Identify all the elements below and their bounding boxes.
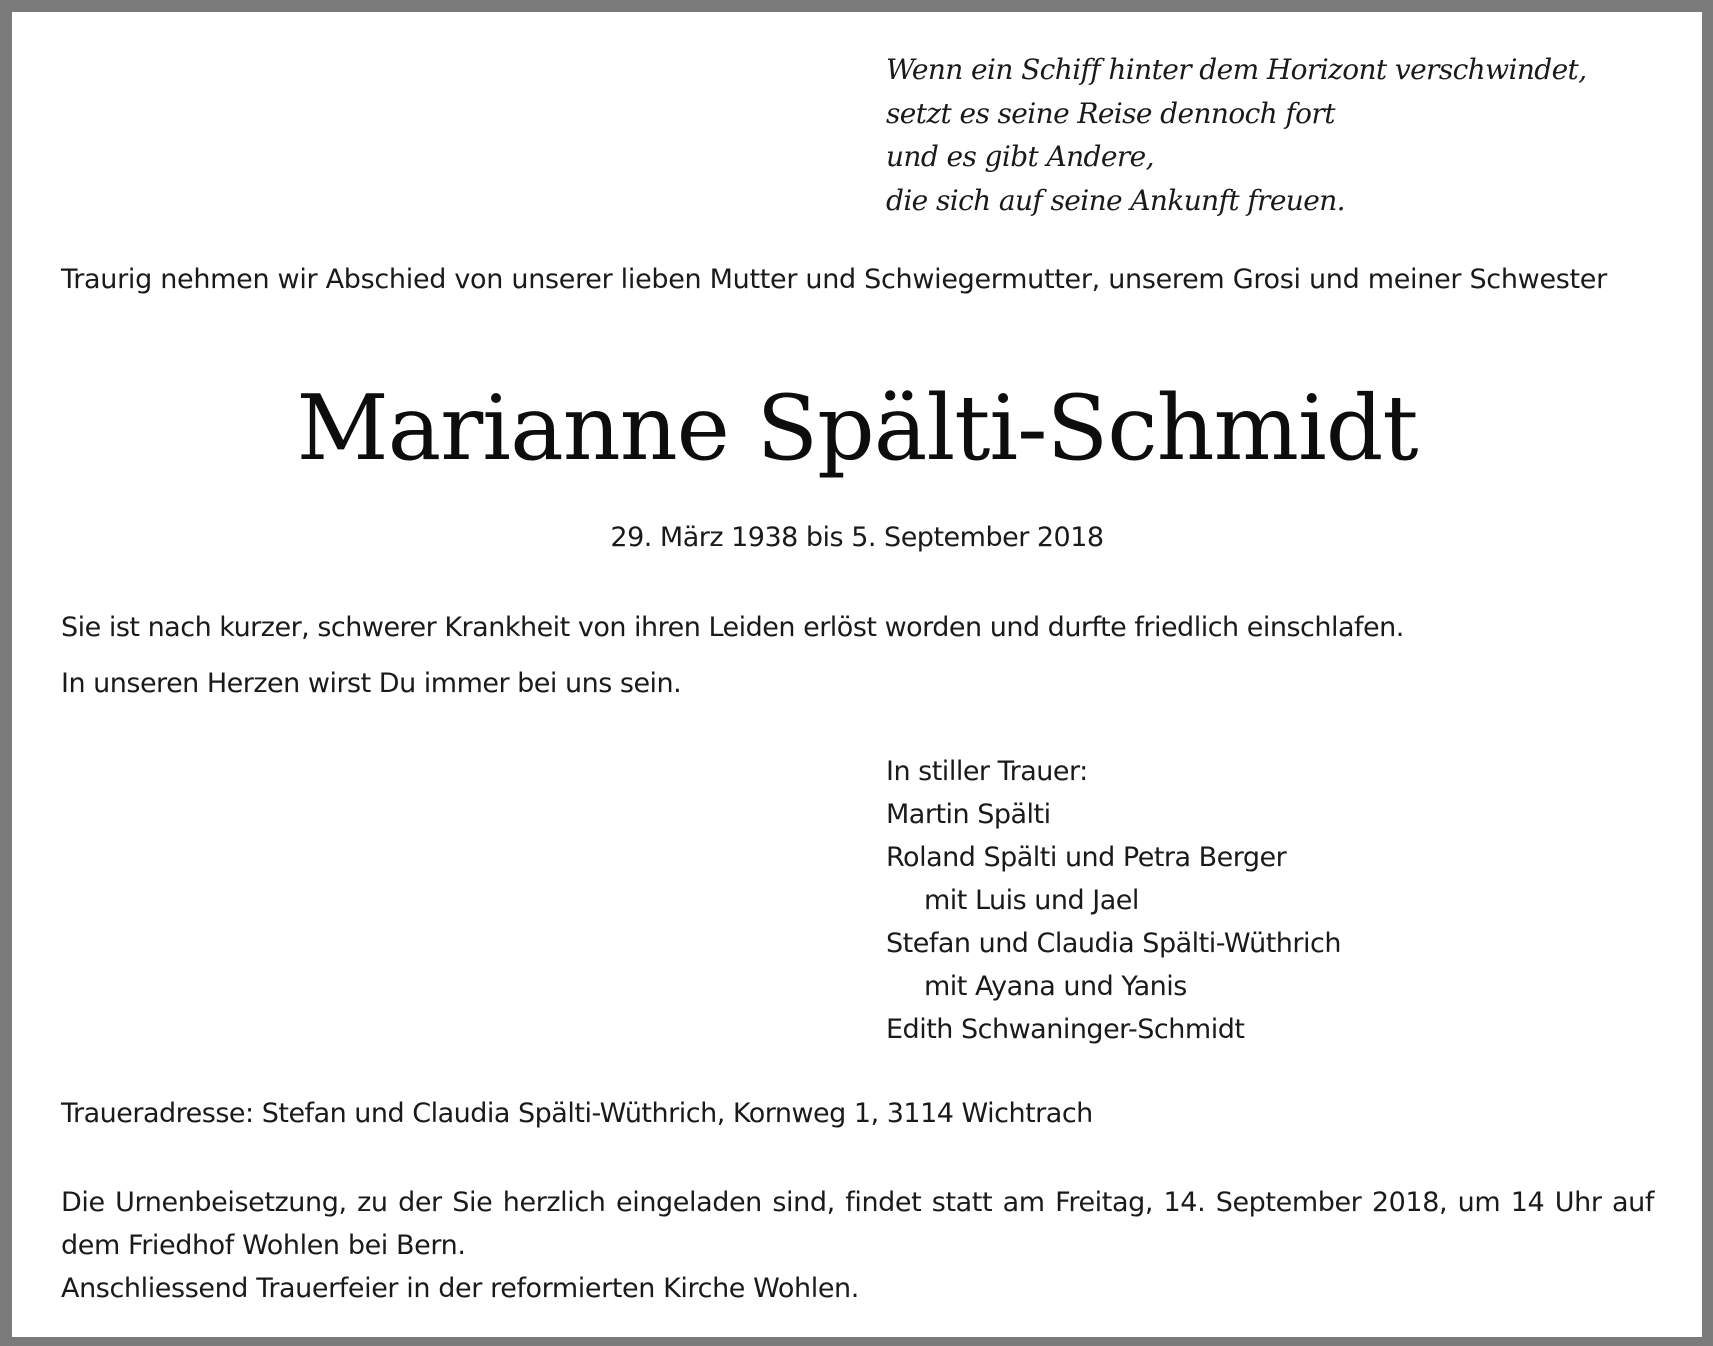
body-paragraph: Sie ist nach kurzer, schwerer Krankheit von ihren Leiden erlöst worden und durfte friedlich einschlafen. <box>61 612 1404 643</box>
mourners-heading: In stiller Trauer: <box>886 756 1088 787</box>
mourner-entry: mit Ayana und Yanis <box>924 971 1187 1002</box>
poem-line: die sich auf seine Ankunft freuen. <box>886 183 1345 217</box>
poem-quote <box>886 48 1646 222</box>
service-details <box>61 1181 1654 1310</box>
poem-line: setzt es seine Reise dennoch fort <box>886 96 1335 130</box>
poem-line: und es gibt Andere, <box>886 140 1154 173</box>
service-paragraph: Anschliessend Trauerfeier in der reformierten Kirche Wohlen. <box>61 1273 859 1304</box>
mourner-entry: Martin Spälti <box>886 799 1051 830</box>
service-paragraph: Die Urnenbeisetzung, zu der Sie herzlich eingeladen sind, findet statt am Freitag, 14. September 2018, um 14 Uhr auf dem Friedhof Wohlen bei Bern. <box>61 1187 1654 1261</box>
life-dates: 29. März 1938 bis 5. September 2018 <box>610 522 1104 553</box>
mourning-address: Traueradresse: Stefan und Claudia Spälti-Wüthrich, Kornweg 1, 3114 Wichtrach <box>61 1098 1093 1129</box>
obituary-notice <box>12 12 1702 1337</box>
mourner-entry: Edith Schwaninger-Schmidt <box>886 1014 1245 1045</box>
mourner-entry: Roland Spälti und Petra Berger <box>886 842 1287 873</box>
mourners-list <box>886 750 1646 1051</box>
deceased-name: Marianne Spälti-Schmidt <box>296 376 1418 481</box>
body-paragraph: In unseren Herzen wirst Du immer bei uns sein. <box>61 668 682 699</box>
mourner-entry: Stefan und Claudia Spälti-Wüthrich <box>886 928 1341 959</box>
poem-line: Wenn ein Schiff hinter dem Horizont verschwindet, <box>886 53 1587 86</box>
intro-text: Traurig nehmen wir Abschied von unserer lieben Mutter und Schwiegermutter, unserem Grosi und meiner Schwester <box>61 264 1607 295</box>
mourner-entry: mit Luis und Jael <box>924 885 1139 916</box>
